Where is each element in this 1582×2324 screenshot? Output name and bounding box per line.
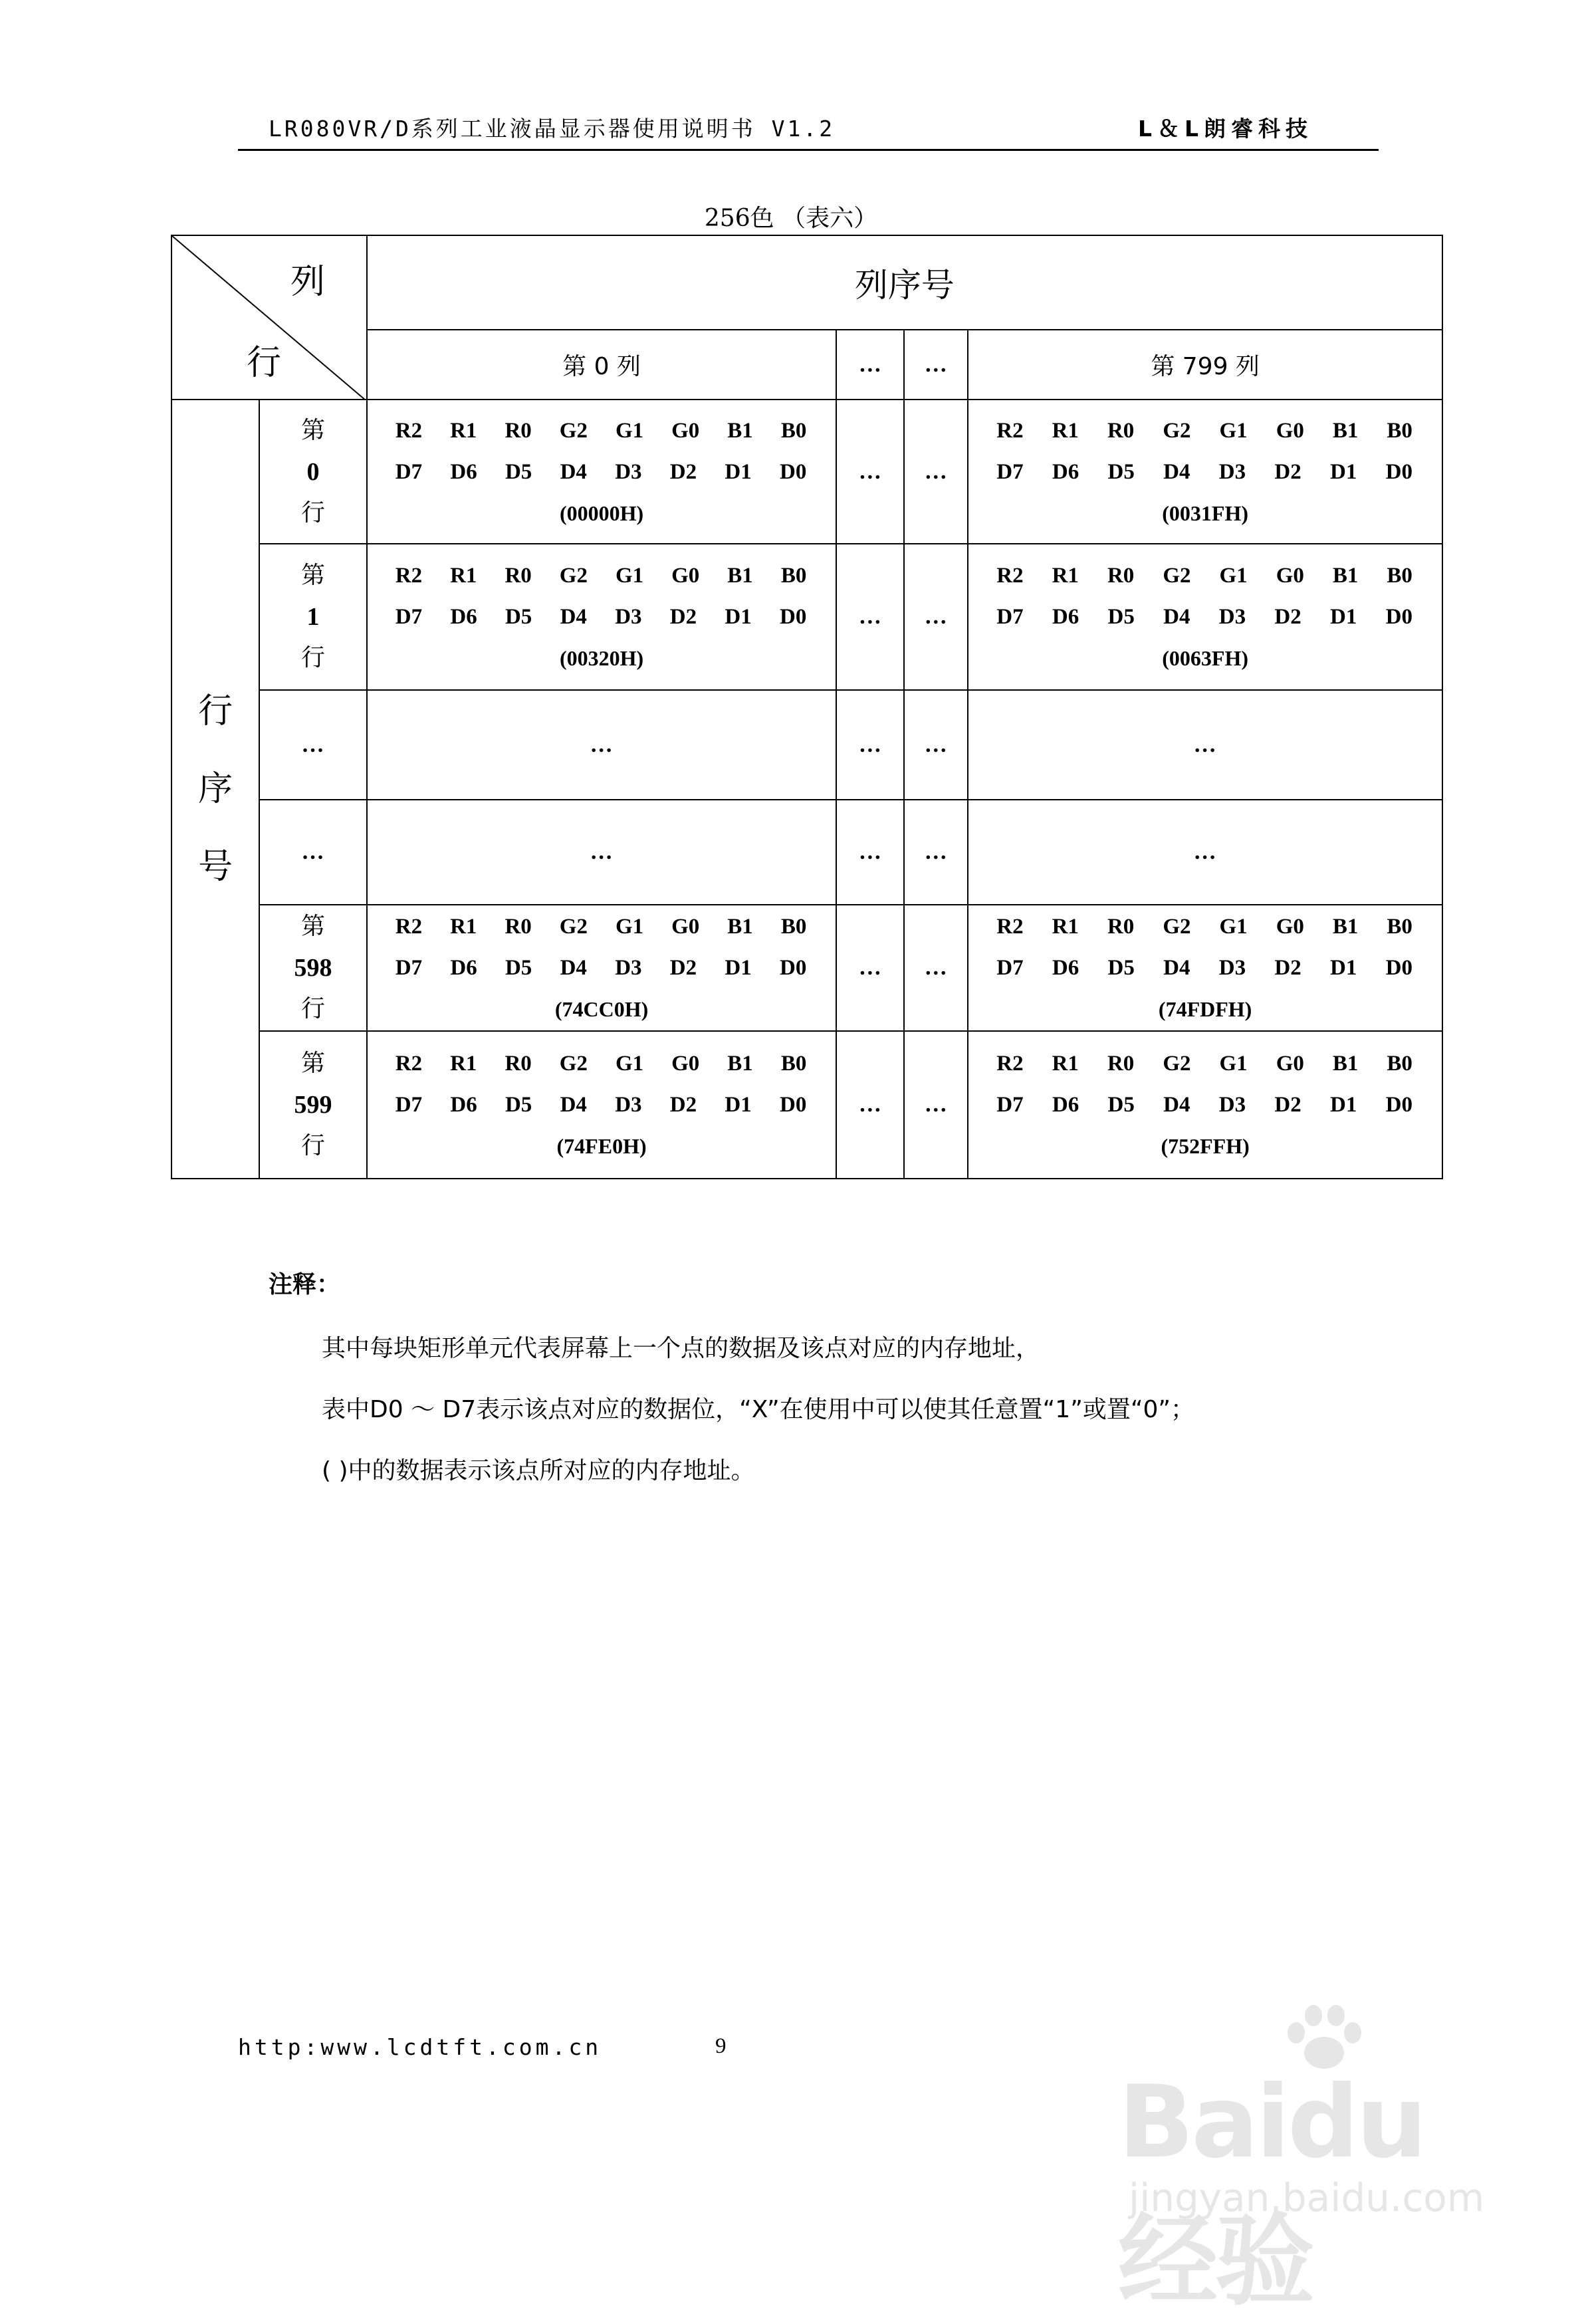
bit-label: D7 bbox=[996, 1093, 1024, 1117]
bit-label: R0 bbox=[505, 915, 532, 939]
col-header-ellipsis: … bbox=[904, 330, 968, 400]
ellipsis-cell: … bbox=[968, 690, 1442, 800]
bit-label: D3 bbox=[1218, 459, 1246, 484]
bit-label: G2 bbox=[559, 418, 588, 443]
pixel-cell bbox=[968, 905, 1442, 1031]
bit-label: R0 bbox=[1107, 1052, 1135, 1076]
ellipsis-cell: … bbox=[968, 800, 1442, 905]
bit-label: R2 bbox=[996, 418, 1024, 443]
bit-label: B0 bbox=[1387, 1052, 1412, 1076]
bit-label: R2 bbox=[996, 915, 1024, 939]
ellipsis-cell: … bbox=[836, 800, 904, 905]
bit-label: R0 bbox=[1107, 915, 1135, 939]
bit-label: D0 bbox=[1385, 956, 1412, 980]
corner-col-label: 列 bbox=[290, 262, 326, 302]
ellipsis-cell: … bbox=[904, 800, 968, 905]
ellipsis-cell: … bbox=[836, 690, 904, 800]
bit-label: D5 bbox=[505, 605, 532, 629]
bit-label: B0 bbox=[780, 915, 807, 939]
bit-label: B1 bbox=[727, 418, 753, 443]
bit-label: G0 bbox=[1276, 418, 1304, 443]
bit-label: G1 bbox=[615, 1052, 644, 1076]
bit-label: D1 bbox=[1329, 956, 1357, 980]
ellipsis-cell: … bbox=[904, 1031, 968, 1179]
note-line: 其中每块矩形单元代表屏幕上一个点的数据及该点对应的内存地址， bbox=[322, 1335, 1040, 1362]
memory-address: (00000H) bbox=[559, 501, 644, 525]
row-label: 第 0 行 bbox=[259, 400, 367, 544]
bit-label: G2 bbox=[1163, 915, 1191, 939]
ellipsis-cell: … bbox=[904, 905, 968, 1031]
col-header-ellipsis: … bbox=[836, 330, 904, 400]
bit-label: D4 bbox=[560, 1093, 587, 1117]
bit-label: G0 bbox=[1276, 564, 1304, 588]
bit-label: D1 bbox=[725, 1093, 752, 1117]
bit-label: D4 bbox=[1163, 605, 1190, 629]
memory-address: (74FDFH) bbox=[1158, 997, 1252, 1021]
bit-label: R2 bbox=[996, 1052, 1024, 1076]
bit-label: D3 bbox=[615, 1093, 642, 1117]
bit-label: D2 bbox=[669, 605, 697, 629]
bit-label: D2 bbox=[1274, 1093, 1301, 1117]
bit-label: D0 bbox=[1385, 459, 1412, 484]
memory-address: (0031FH) bbox=[1162, 501, 1248, 525]
bit-label: D7 bbox=[996, 459, 1024, 484]
table-row bbox=[171, 1031, 1442, 1179]
bit-label: D6 bbox=[1052, 956, 1079, 980]
bit-label: D5 bbox=[505, 956, 532, 980]
bit-label: D7 bbox=[395, 1093, 423, 1117]
footer-url: http:www.lcdtft.com.cn bbox=[238, 2034, 602, 2060]
ellipsis-cell: … bbox=[836, 400, 904, 544]
bit-label: R1 bbox=[450, 1052, 477, 1076]
bit-label: D5 bbox=[505, 459, 532, 484]
bit-label: D2 bbox=[669, 459, 697, 484]
pixel-cell bbox=[968, 1031, 1442, 1179]
bit-label: D5 bbox=[505, 1093, 532, 1117]
corner-cell bbox=[171, 235, 367, 400]
bit-label: D6 bbox=[450, 459, 477, 484]
bit-label: G1 bbox=[615, 564, 644, 588]
bit-label: D7 bbox=[996, 605, 1024, 629]
bit-label: D1 bbox=[725, 956, 752, 980]
ellipsis-cell: … bbox=[836, 905, 904, 1031]
row-label: 第 598 行 bbox=[259, 905, 367, 1031]
row-seq-char: 行 bbox=[198, 691, 233, 731]
notes-title: 注释： bbox=[269, 1271, 341, 1298]
bit-label: R1 bbox=[1052, 564, 1079, 588]
bit-label: D4 bbox=[1163, 956, 1190, 980]
bit-label: D6 bbox=[1052, 605, 1079, 629]
bit-label: B0 bbox=[1387, 418, 1412, 443]
bit-label: D1 bbox=[1329, 605, 1357, 629]
bit-label: D0 bbox=[1385, 605, 1412, 629]
bit-label: B0 bbox=[1387, 564, 1412, 588]
bit-label: G2 bbox=[559, 564, 588, 588]
bit-label: B1 bbox=[727, 1052, 753, 1076]
bit-label: D3 bbox=[1218, 1093, 1246, 1117]
bit-label: G0 bbox=[671, 418, 700, 443]
bit-label: D1 bbox=[725, 605, 752, 629]
bit-label: B0 bbox=[780, 1052, 807, 1076]
bit-label: R0 bbox=[505, 1052, 532, 1076]
bit-label: D1 bbox=[725, 459, 752, 484]
bit-label: D3 bbox=[615, 956, 642, 980]
note-line: ( )中的数据表示该点所对应的内存地址。 bbox=[322, 1457, 755, 1484]
ellipsis-cell: … bbox=[367, 800, 837, 905]
bit-label: D2 bbox=[669, 956, 697, 980]
corner-row-label: 行 bbox=[247, 343, 282, 383]
table-row bbox=[171, 800, 1442, 905]
header-company: L＆L朗睿科技 bbox=[1138, 116, 1313, 142]
memory-address: (0063FH) bbox=[1162, 646, 1248, 670]
bit-label: G1 bbox=[615, 418, 644, 443]
pixel-cell bbox=[367, 1031, 837, 1179]
note-line: 表中D0 ～ D7表示该点对应的数据位，“X”在使用中可以使其任意置“1”或置“0”； bbox=[322, 1396, 1195, 1423]
bit-label: R1 bbox=[450, 564, 477, 588]
bit-label: G0 bbox=[671, 564, 700, 588]
bit-label: D6 bbox=[1052, 459, 1079, 484]
bit-label: B1 bbox=[1332, 418, 1359, 443]
bit-label: G1 bbox=[1219, 564, 1248, 588]
bit-label: R1 bbox=[1052, 915, 1079, 939]
bit-label: D6 bbox=[1052, 1093, 1079, 1117]
bit-label: R2 bbox=[395, 915, 423, 939]
bit-label: R2 bbox=[996, 564, 1024, 588]
pixel-memory-table bbox=[171, 235, 1443, 1179]
bit-label: G2 bbox=[1163, 1052, 1191, 1076]
header-rule bbox=[238, 149, 1379, 151]
ellipsis-cell: … bbox=[904, 544, 968, 690]
ellipsis-cell: … bbox=[904, 400, 968, 544]
bit-label: D3 bbox=[1218, 605, 1246, 629]
bit-label: D5 bbox=[1107, 605, 1135, 629]
bit-label: R0 bbox=[1107, 418, 1135, 443]
pixel-cell bbox=[367, 400, 837, 544]
pixel-cell bbox=[367, 905, 837, 1031]
pixel-cell bbox=[367, 544, 837, 690]
bit-label: G0 bbox=[1276, 1052, 1304, 1076]
ellipsis-cell: … bbox=[259, 690, 367, 800]
ellipsis-cell: … bbox=[836, 544, 904, 690]
bit-label: R1 bbox=[1052, 1052, 1079, 1076]
pixel-cell bbox=[968, 544, 1442, 690]
bit-label: R1 bbox=[450, 915, 477, 939]
watermark bbox=[1111, 2001, 1485, 2319]
memory-address: (74CC0H) bbox=[554, 997, 649, 1021]
bit-label: G1 bbox=[1219, 1052, 1248, 1076]
ellipsis-cell: … bbox=[836, 1031, 904, 1179]
header-doc-title: LR080VR/D系列工业液晶显示器使用说明书 V1.2 bbox=[269, 116, 836, 142]
row-label: 第 1 行 bbox=[259, 544, 367, 690]
bit-label: D5 bbox=[1107, 459, 1135, 484]
memory-address: (74FE0H) bbox=[556, 1134, 647, 1158]
bit-label: D4 bbox=[560, 956, 587, 980]
table-row bbox=[171, 544, 1442, 690]
bit-label: D3 bbox=[1218, 956, 1246, 980]
bit-label: D6 bbox=[450, 605, 477, 629]
bit-label: R0 bbox=[505, 418, 532, 443]
row-seq-header bbox=[171, 400, 259, 1179]
bit-label: G1 bbox=[615, 915, 644, 939]
bit-label: B1 bbox=[1332, 1052, 1359, 1076]
col-header-last: 第 799 列 bbox=[968, 330, 1442, 400]
bit-label: D4 bbox=[560, 605, 587, 629]
bit-label: R1 bbox=[450, 418, 477, 443]
page-number: 9 bbox=[715, 2034, 727, 2058]
bit-label: D7 bbox=[996, 956, 1024, 980]
bit-label: B0 bbox=[780, 564, 807, 588]
watermark-site: jingyan.baidu.com bbox=[1129, 2175, 1485, 2220]
bit-label: R2 bbox=[395, 564, 423, 588]
table-row bbox=[171, 690, 1442, 800]
bit-label: G2 bbox=[559, 915, 588, 939]
bit-label: B0 bbox=[1387, 915, 1412, 939]
row-seq-label bbox=[172, 673, 259, 906]
bit-label: D1 bbox=[1329, 1093, 1357, 1117]
bit-label: D2 bbox=[1274, 956, 1301, 980]
bit-label: D2 bbox=[1274, 605, 1301, 629]
bit-label: D1 bbox=[1329, 459, 1357, 484]
bit-label: B1 bbox=[727, 915, 753, 939]
row-seq-char: 序 bbox=[198, 768, 233, 809]
col-header-first: 第 0 列 bbox=[367, 330, 837, 400]
bit-label: R0 bbox=[505, 564, 532, 588]
bit-label: D5 bbox=[1107, 1093, 1135, 1117]
bit-label: D7 bbox=[395, 605, 423, 629]
bit-label: G2 bbox=[559, 1052, 588, 1076]
bit-label: D7 bbox=[395, 956, 423, 980]
table-row bbox=[171, 400, 1442, 544]
bit-label: R0 bbox=[1107, 564, 1135, 588]
bit-label: B1 bbox=[1332, 915, 1359, 939]
ellipsis-cell: … bbox=[367, 690, 837, 800]
bit-label: G2 bbox=[1163, 418, 1191, 443]
bit-label: R1 bbox=[1052, 418, 1079, 443]
bit-label: D0 bbox=[780, 605, 807, 629]
bit-label: B1 bbox=[727, 564, 753, 588]
ellipsis-cell: … bbox=[259, 800, 367, 905]
bit-label: D6 bbox=[450, 956, 477, 980]
bit-label: R2 bbox=[395, 1052, 423, 1076]
bit-label: D3 bbox=[615, 459, 642, 484]
bit-label: D4 bbox=[560, 459, 587, 484]
bit-label: G1 bbox=[1219, 915, 1248, 939]
row-seq-char: 号 bbox=[198, 846, 233, 887]
bit-label: D2 bbox=[1274, 459, 1301, 484]
ellipsis-cell: … bbox=[904, 690, 968, 800]
col-seq-header: 列序号 bbox=[367, 235, 1442, 330]
bit-label: R2 bbox=[395, 418, 423, 443]
bit-label: D4 bbox=[1163, 1093, 1190, 1117]
pixel-cell bbox=[968, 400, 1442, 544]
bit-label: G0 bbox=[1276, 915, 1304, 939]
watermark-brand: Baidu经验 bbox=[1118, 2065, 1425, 2319]
bit-label: G0 bbox=[671, 915, 700, 939]
bit-label: D5 bbox=[1107, 956, 1135, 980]
bit-label: D7 bbox=[395, 459, 423, 484]
bit-label: D2 bbox=[669, 1093, 697, 1117]
bit-label: G2 bbox=[1163, 564, 1191, 588]
bit-label: D0 bbox=[780, 459, 807, 484]
bit-label: G1 bbox=[1219, 418, 1248, 443]
bit-label: D0 bbox=[780, 956, 807, 980]
table-row bbox=[171, 905, 1442, 1031]
memory-address: (00320H) bbox=[559, 646, 644, 670]
bit-label: B1 bbox=[1332, 564, 1359, 588]
memory-address: (752FFH) bbox=[1161, 1134, 1250, 1158]
bit-label: D6 bbox=[450, 1093, 477, 1117]
row-label: 第 599 行 bbox=[259, 1031, 367, 1179]
table-caption: 256色 （表六） bbox=[704, 205, 878, 232]
bit-label: B0 bbox=[780, 418, 807, 443]
bit-label: D0 bbox=[780, 1093, 807, 1117]
bit-label: D4 bbox=[1163, 459, 1190, 484]
bit-label: D0 bbox=[1385, 1093, 1412, 1117]
paw-icon bbox=[1278, 2001, 1371, 2074]
bit-label: G0 bbox=[671, 1052, 700, 1076]
bit-label: D3 bbox=[615, 605, 642, 629]
